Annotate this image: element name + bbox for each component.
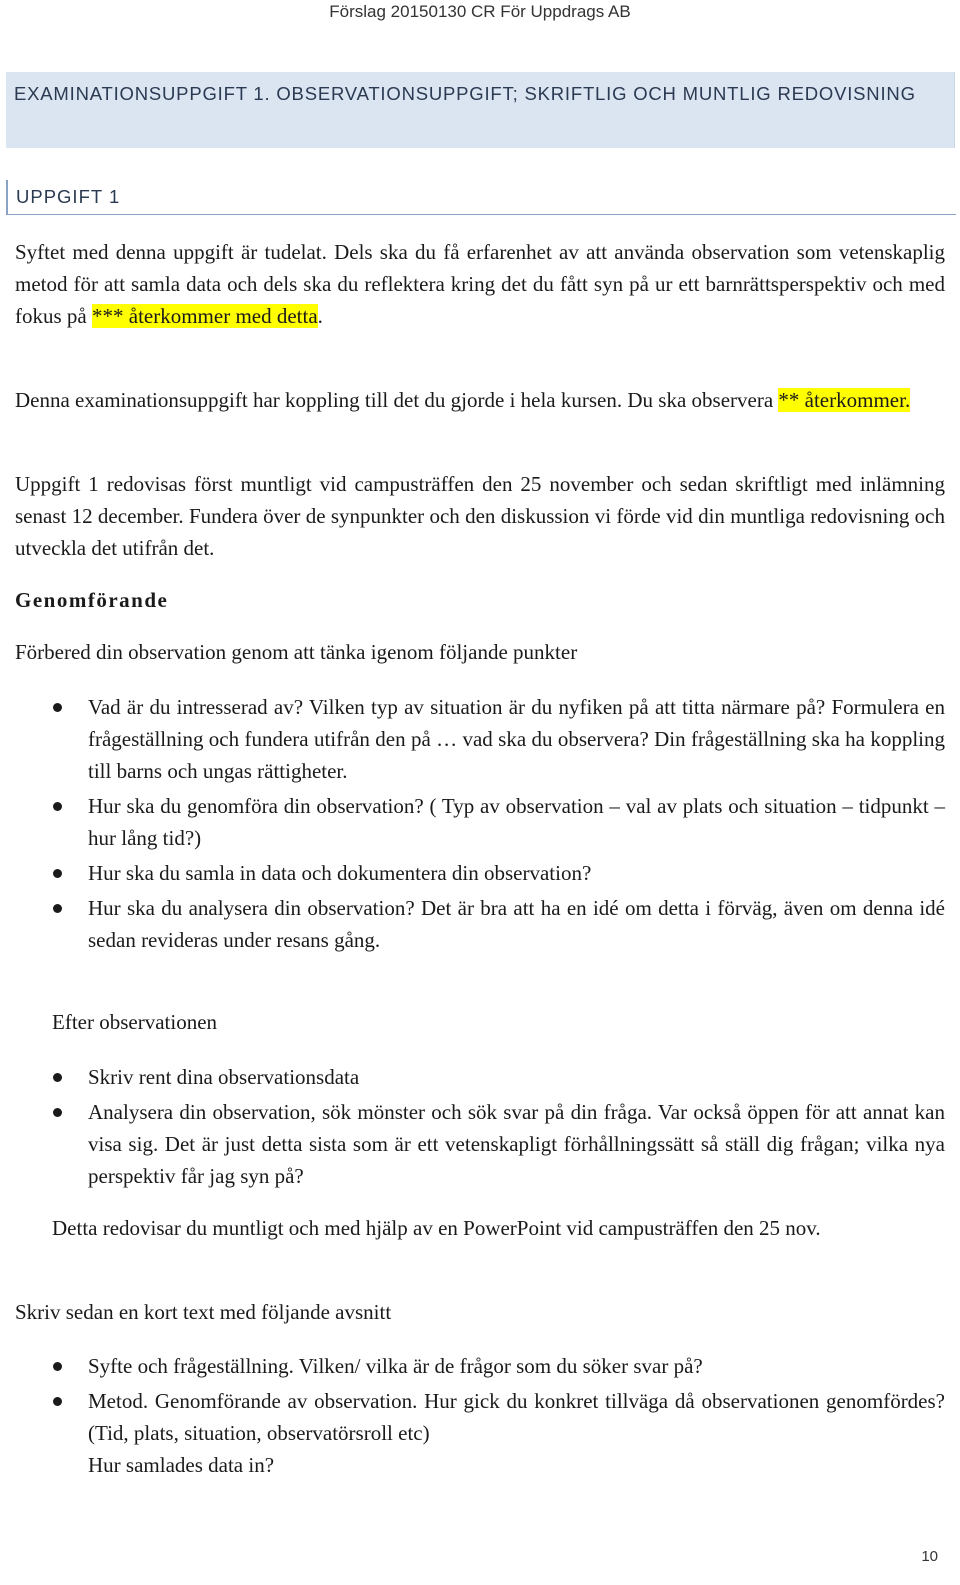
after-list [15,1061,945,1195]
purpose-end: . [317,304,323,328]
bullet-icon [53,1108,62,1117]
heading-genomforande: Genomförande [15,588,169,612]
list-item [15,1385,945,1481]
after-heading: Efter observationen [52,1010,218,1034]
list-item-text: Vad är du intresserad av? Vilken typ av situation är du nyfiken på att titta närmare på? Formulera en frågeställning och fundera utifrån den på … vad ska du observera? Din frågeställning ska ha koppling till barns och ungas rättigheter. [88,695,945,783]
section-title: EXAMINATIONSUPPGIFT 1. OBSERVATIONSUPPGIFT; SKRIFTLIG OCH MUNTLIG REDOVISNING [14,83,916,104]
page-header: Förslag 20150130 CR För Uppdrags AB [329,2,631,21]
subheading: UPPGIFT 1 [16,186,121,207]
bullet-icon [53,703,62,712]
connection-text: Denna examinationsuppgift har koppling till det du gjorde i hela kursen. Du ska observera [15,388,779,412]
present-paragraph: Detta redovisar du muntligt och med hjälp av en PowerPoint vid campusträffen den 25 nov. [52,1216,821,1240]
list-item-text: Skriv rent dina observationsdata [88,1065,360,1089]
purpose-text: Syftet med denna uppgift är tudelat. Dels ska du få erfarenhet av att använda observation som vetenskaplig metod för att samla data och dels ska du reflektera kring det du fått syn på ur ett barnrättsperspektiv och med fokus på [15,240,945,328]
list-item-text: Hur ska du analysera din observation? Det är bra att ha en idé om detta i förväg, även om denna idé sedan revideras under resans gång. [88,896,945,952]
list-item [15,1096,945,1192]
purpose-paragraph [15,236,945,332]
bullet-icon [53,1073,62,1082]
prep-intro: Förbered din observation genom att tänka igenom följande punkter [15,640,578,664]
list-item [15,691,945,787]
section-banner [6,72,955,148]
list-item-text: Metod. Genomförande av observation. Hur gick du konkret tillväga då observationen genomfördes? (Tid, plats, situation, observatörsroll etc) [88,1389,945,1445]
write-list [15,1350,945,1484]
list-item-text: Hur ska du samla in data och dokumentera din observation? [88,861,592,885]
list-item [15,1061,945,1093]
list-item [15,857,945,889]
list-item [15,1350,945,1382]
prep-list [15,691,945,959]
list-item-extra: Hur samlades data in? [88,1453,275,1477]
list-item-text: Syfte och frågeställning. Vilken/ vilka är de frågor som du söker svar på? [88,1354,703,1378]
highlight-note: *** återkommer med detta [92,304,318,328]
bullet-icon [53,1362,62,1371]
list-item [15,790,945,854]
write-intro: Skriv sedan en kort text med följande avsnitt [15,1300,392,1324]
presentation-paragraph: Uppgift 1 redovisas först muntligt vid campusträffen den 25 november och sedan skriftligt med inlämning senast 12 december. Fundera över de synpunkter och den diskussion vi förde vid din muntliga redovisning och utveckla det utifrån det. [15,472,945,560]
list-item-text: Analysera din observation, sök mönster och sök svar på din fråga. Var också öppen för att annat kan visa sig. Det är just detta sista som är ett vetenskapligt förhållningssätt så ställ dig frågan; vilka nya perspektiv får jag syn på? [88,1100,945,1188]
bullet-icon [53,869,62,878]
highlight-note: ** återkommer. [778,388,911,412]
list-item [15,892,945,956]
connection-paragraph [15,384,945,416]
bullet-icon [53,1397,62,1406]
list-item-text: Hur ska du genomföra din observation? ( Typ av observation – val av plats och situation – tidpunkt – hur lång tid?) [88,794,945,850]
bullet-icon [53,904,62,913]
subheading-box [6,180,956,215]
page-number: 10 [921,1548,938,1565]
bullet-icon [53,802,62,811]
